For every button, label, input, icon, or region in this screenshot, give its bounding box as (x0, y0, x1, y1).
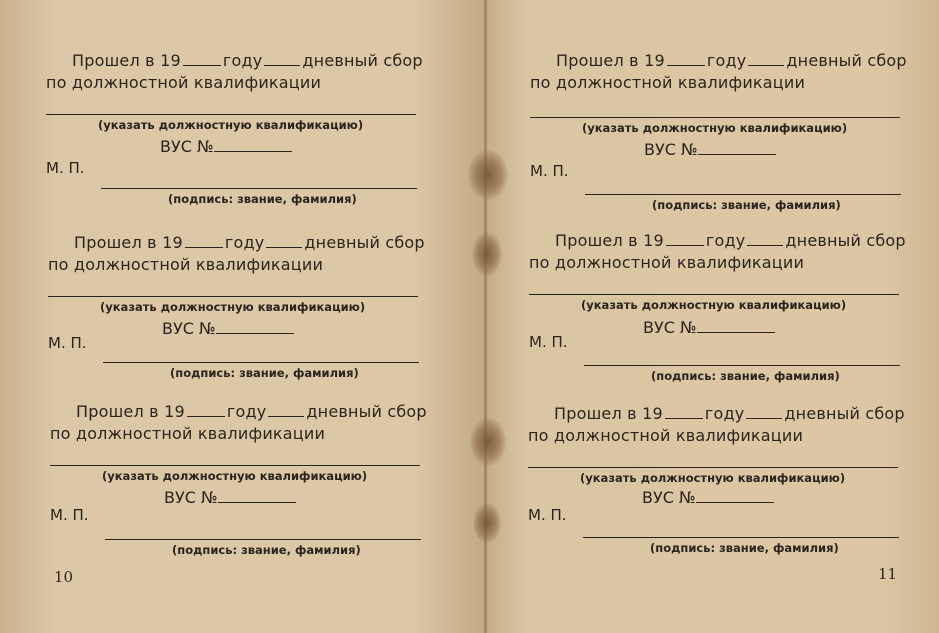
vus-blank-field (696, 488, 774, 503)
record-year-word: году (706, 51, 747, 70)
signature-blank-field (105, 539, 421, 540)
record-suffix-text: дневный сбор (784, 404, 905, 423)
year-blank-field (183, 51, 221, 66)
year-blank-field (667, 51, 705, 66)
days-blank-field (746, 404, 782, 419)
vus-label: ВУС № (164, 488, 218, 507)
signature-blank-field (584, 365, 900, 366)
qualification-caption: (указать должностную квалификацию) (98, 118, 364, 132)
record-year-word: году (224, 233, 265, 252)
record-suffix-text: дневный сбор (304, 233, 425, 252)
year-blank-field (665, 404, 703, 419)
record-prefix-text: Прошел в 19 (554, 404, 663, 423)
training-entry-6 (528, 404, 908, 574)
vus-number-field (644, 140, 778, 159)
qualification-line: по должностной квалификации (46, 73, 322, 92)
record-suffix-text: дневный сбор (306, 402, 427, 421)
record-suffix-text: дневный сбор (786, 51, 907, 70)
signature-caption: (подпись: звание, фамилия) (170, 366, 359, 380)
stamp-place-label: М. П. (48, 334, 87, 352)
stamp-place-label: М. П. (528, 506, 567, 524)
qualification-line: по должностной квалификации (50, 424, 326, 443)
signature-blank-field (585, 194, 901, 195)
training-entry-4 (530, 51, 910, 221)
vus-label: ВУС № (160, 137, 214, 156)
vus-blank-field (698, 140, 776, 155)
training-record-line (556, 51, 907, 70)
days-blank-field (747, 231, 783, 246)
vus-label: ВУС № (644, 140, 698, 159)
qualification-blank-field (50, 465, 420, 466)
vus-blank-field (216, 319, 294, 334)
vus-number-field (164, 488, 298, 507)
stamp-place-label: М. П. (46, 159, 85, 177)
training-entry-5 (529, 231, 909, 401)
training-entry-3 (50, 402, 430, 572)
qualification-blank-field (48, 296, 418, 297)
qualification-blank-field (530, 117, 900, 118)
qualification-line: по должностной квалификации (529, 253, 805, 272)
days-blank-field (266, 233, 302, 248)
training-record-line (76, 402, 427, 421)
signature-blank-field (101, 188, 417, 189)
qualification-line: по должностной квалификации (530, 73, 806, 92)
stamp-place-label: М. П. (530, 162, 569, 180)
record-prefix-text: Прошел в 19 (76, 402, 185, 421)
record-prefix-text: Прошел в 19 (72, 51, 181, 70)
page-number: 11 (878, 565, 898, 583)
qualification-caption: (указать должностную квалификацию) (581, 298, 847, 312)
qualification-blank-field (528, 467, 898, 468)
signature-caption: (подпись: звание, фамилия) (168, 192, 357, 206)
year-blank-field (666, 231, 704, 246)
vus-label: ВУС № (642, 488, 696, 507)
vus-blank-field (697, 318, 775, 333)
record-year-word: году (705, 231, 746, 250)
signature-caption: (подпись: звание, фамилия) (651, 369, 840, 383)
signature-blank-field (103, 362, 419, 363)
vus-number-field (643, 318, 777, 337)
training-record-line (74, 233, 425, 252)
signature-caption: (подпись: звание, фамилия) (650, 541, 839, 555)
year-blank-field (185, 233, 223, 248)
vus-label: ВУС № (643, 318, 697, 337)
training-record-line (72, 51, 423, 70)
training-record-line (554, 404, 905, 423)
signature-caption: (подпись: звание, фамилия) (652, 198, 841, 212)
qualification-line: по должностной квалификации (48, 255, 324, 274)
qualification-caption: (указать должностную квалификацию) (582, 121, 848, 135)
vus-number-field (162, 319, 296, 338)
record-suffix-text: дневный сбор (785, 231, 906, 250)
training-record-line (555, 231, 906, 250)
record-prefix-text: Прошел в 19 (556, 51, 665, 70)
days-blank-field (748, 51, 784, 66)
training-entry-1 (46, 51, 426, 221)
qualification-blank-field (529, 294, 899, 295)
vus-label: ВУС № (162, 319, 216, 338)
stamp-place-label: М. П. (50, 506, 89, 524)
qualification-caption: (указать должностную квалификацию) (102, 469, 368, 483)
vus-number-field (642, 488, 776, 507)
qualification-blank-field (46, 114, 416, 115)
qualification-caption: (указать должностную квалификацию) (100, 300, 366, 314)
qualification-caption: (указать должностную квалификацию) (580, 471, 846, 485)
year-blank-field (187, 402, 225, 417)
record-year-word: году (704, 404, 745, 423)
vus-number-field (160, 137, 294, 156)
record-prefix-text: Прошел в 19 (555, 231, 664, 250)
signature-caption: (подпись: звание, фамилия) (172, 543, 361, 557)
record-year-word: году (222, 51, 263, 70)
page-number: 10 (54, 568, 74, 586)
stamp-place-label: М. П. (529, 333, 568, 351)
vus-blank-field (218, 488, 296, 503)
days-blank-field (268, 402, 304, 417)
vus-blank-field (214, 137, 292, 152)
qualification-line: по должностной квалификации (528, 426, 804, 445)
training-entry-2 (48, 233, 428, 403)
record-prefix-text: Прошел в 19 (74, 233, 183, 252)
right-page (486, 0, 939, 633)
signature-blank-field (583, 537, 899, 538)
record-suffix-text: дневный сбор (302, 51, 423, 70)
days-blank-field (264, 51, 300, 66)
record-year-word: году (226, 402, 267, 421)
